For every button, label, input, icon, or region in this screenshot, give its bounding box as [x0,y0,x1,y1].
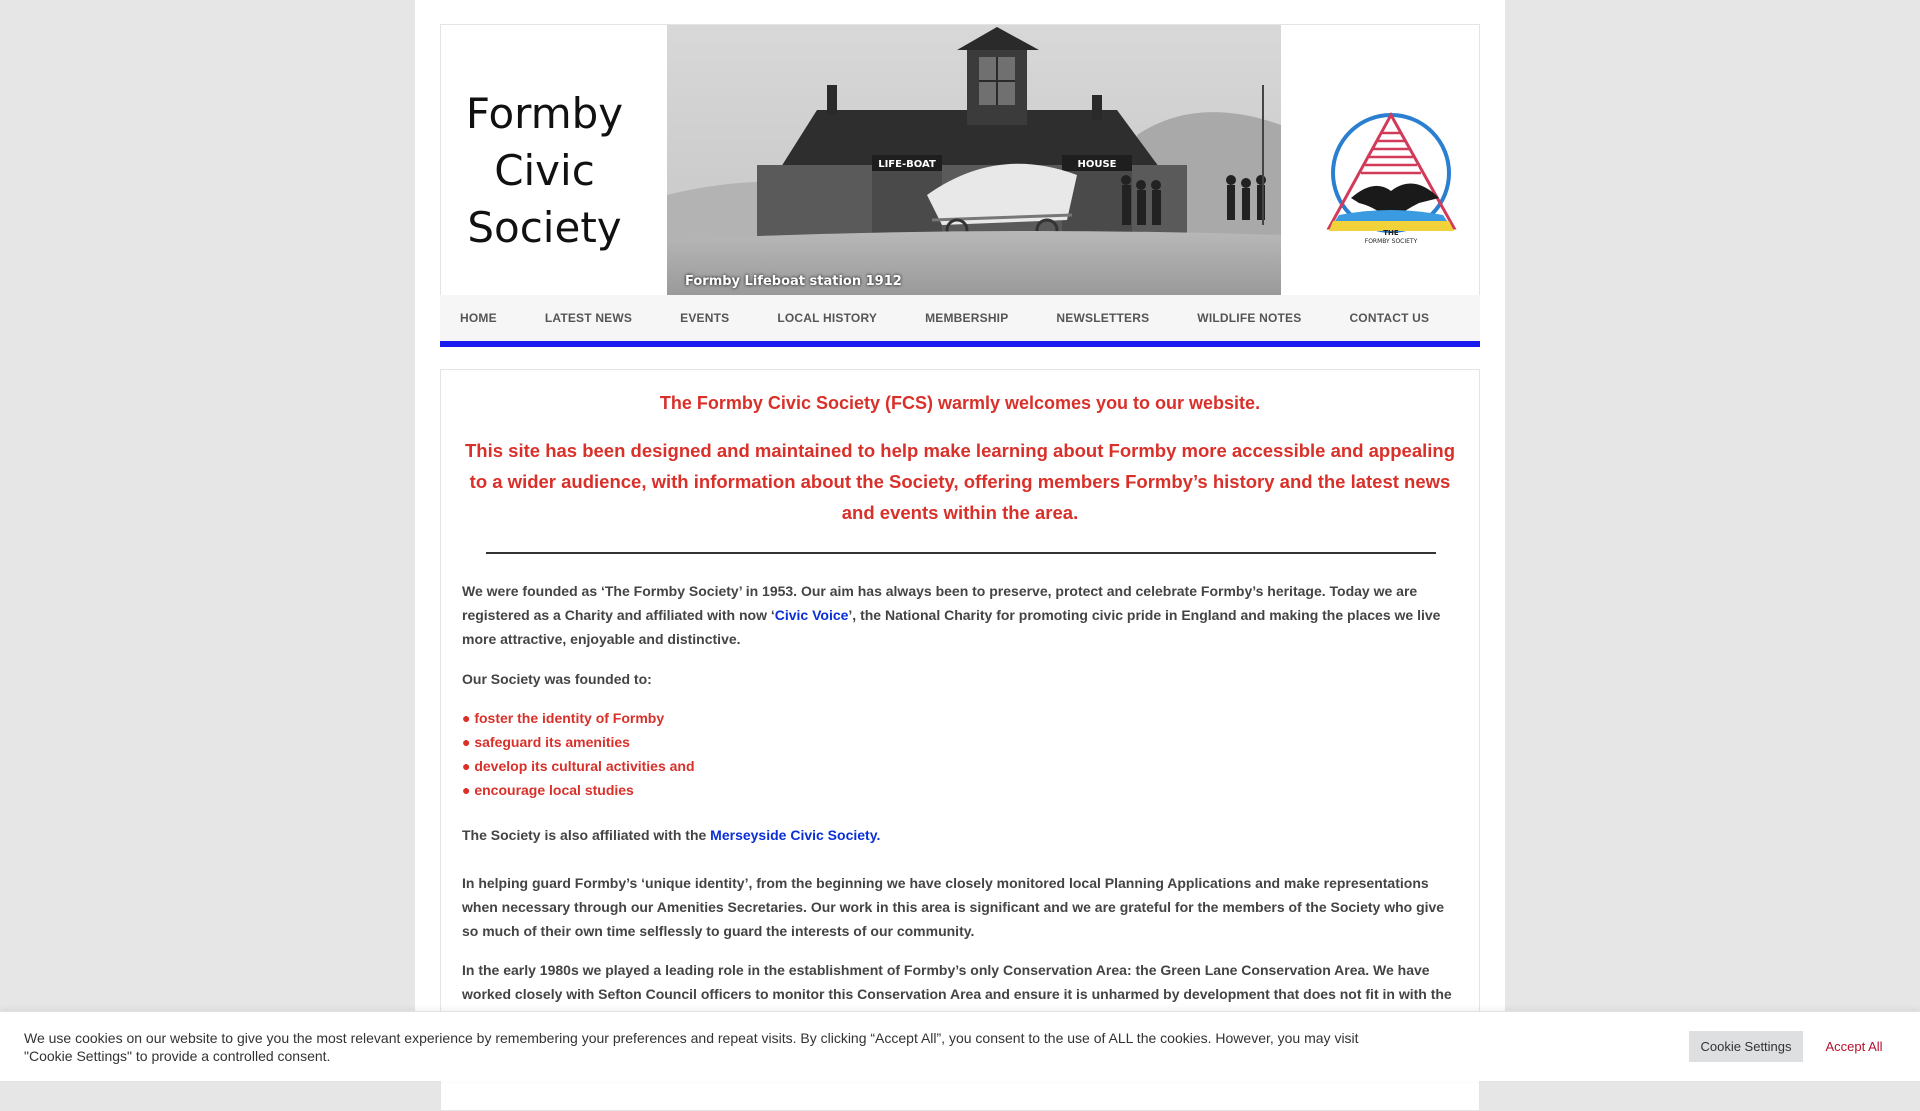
logo-text-name: FORMBY SOCIETY [1364,238,1418,245]
affiliated-text: The Society is also affiliated with the [462,827,711,843]
logo-text-the: THE [1383,229,1399,237]
affiliated-paragraph [462,823,1462,847]
cookie-consent-text: We use cookies on our website to give you the most relevant experience by remembering your preferences and repeat visits. By clicking “Accept All”, you consent to the use of ALL the cookies. However, you may visit "Cookie Settings" to provide a controlled consent. [24,1030,1359,1064]
page-wrapper [415,0,1505,1080]
site-header [440,24,1480,296]
list-item: ● encourage local studies [462,782,634,798]
planning-paragraph: In helping guard Formby’s ‘unique identity’, from the beginning we have closely monitored local Planning Applications and make representations when necessary through our Amenities Secretaries. Our work in this area is significant and we are grateful for the members of the Society who give so much of their own time selflessly to guard the interests of our community. [462,875,1445,939]
founded-paragraph [462,579,1462,651]
nav-item-wildlife-notes[interactable]: WILDLIFE NOTES [1197,311,1302,325]
nav-item-home[interactable]: HOME [460,311,497,325]
horizontal-divider [486,552,1436,554]
site-title-line: Society [467,203,622,252]
site-title-line: Civic [494,146,595,195]
nav-item-membership[interactable]: MEMBERSHIP [925,311,1009,325]
banner-sign-house: HOUSE [1077,159,1117,170]
founded-text-end: ’, the National Charity for promoting civic pride in England and making the places we live more attractive, enjoyable and distinctive. [462,607,1441,647]
nav-item-local-history[interactable]: LOCAL HISTORY [777,311,878,325]
nav-item-newsletters[interactable]: NEWSLETTERS [1056,311,1150,325]
list-item: ● develop its cultural activities and [462,758,695,774]
cookie-consent-bar [0,1011,1920,1081]
nav-item-events[interactable]: EVENTS [680,311,730,325]
header-banner-image [667,25,1281,295]
conservation-paragraph: In the early 1980s we played a leading role in the establishment of Formby’s only Conservation Area: the Green Lane Conservation Area. We have worked closely with Sefton Council officers to monitor this Conservation Area and ensure it is unharmed by development that does not fit in with the [462,962,1452,1002]
accept-all-button[interactable]: Accept All [1818,1031,1890,1062]
list-item: ● foster the identity of Formby [462,710,665,726]
intro-paragraph: This site has been designed and maintained to help make learning about Formby more accessible and appealing to a wider audience, with information about the Society, offering members Formby’s history and the latest news and events within the area. [465,440,1455,523]
welcome-heading: The Formby Civic Society (FCS) warmly welcomes you to our website. [659,393,1261,413]
nav-item-contact-us[interactable]: CONTACT US [1349,311,1430,325]
civic-voice-link[interactable]: Civic Voice [774,607,849,623]
nav-item-latest-news[interactable]: LATEST NEWS [544,311,633,325]
founded-text-start: We were founded as ‘The Formby Society’ in 1953. Our aim has always been to preserve, protect and celebrate Formby’s heritage. Today we are registered as a Charity and affiliated with now ‘ [462,583,1418,623]
site-title[interactable] [441,85,648,256]
list-item: ● safeguard its amenities [462,734,630,750]
banner-sign-lifeboat: LIFE-BOAT [878,159,936,170]
main-navigation [440,295,1480,347]
founded-to-label: Our Society was founded to: [462,671,652,687]
merseyside-civic-society-link[interactable]: Merseyside Civic Society. [710,827,881,843]
cookie-settings-button[interactable]: Cookie Settings [1689,1031,1803,1062]
lifeboat-station-photo [667,25,1281,295]
aims-list [462,706,1462,802]
site-title-line: Formby [465,89,624,138]
banner-caption: Formby Lifeboat station 1912 [685,274,902,289]
society-logo[interactable] [1319,103,1469,253]
formby-society-logo-icon [1319,103,1469,253]
main-content [440,369,1480,1111]
